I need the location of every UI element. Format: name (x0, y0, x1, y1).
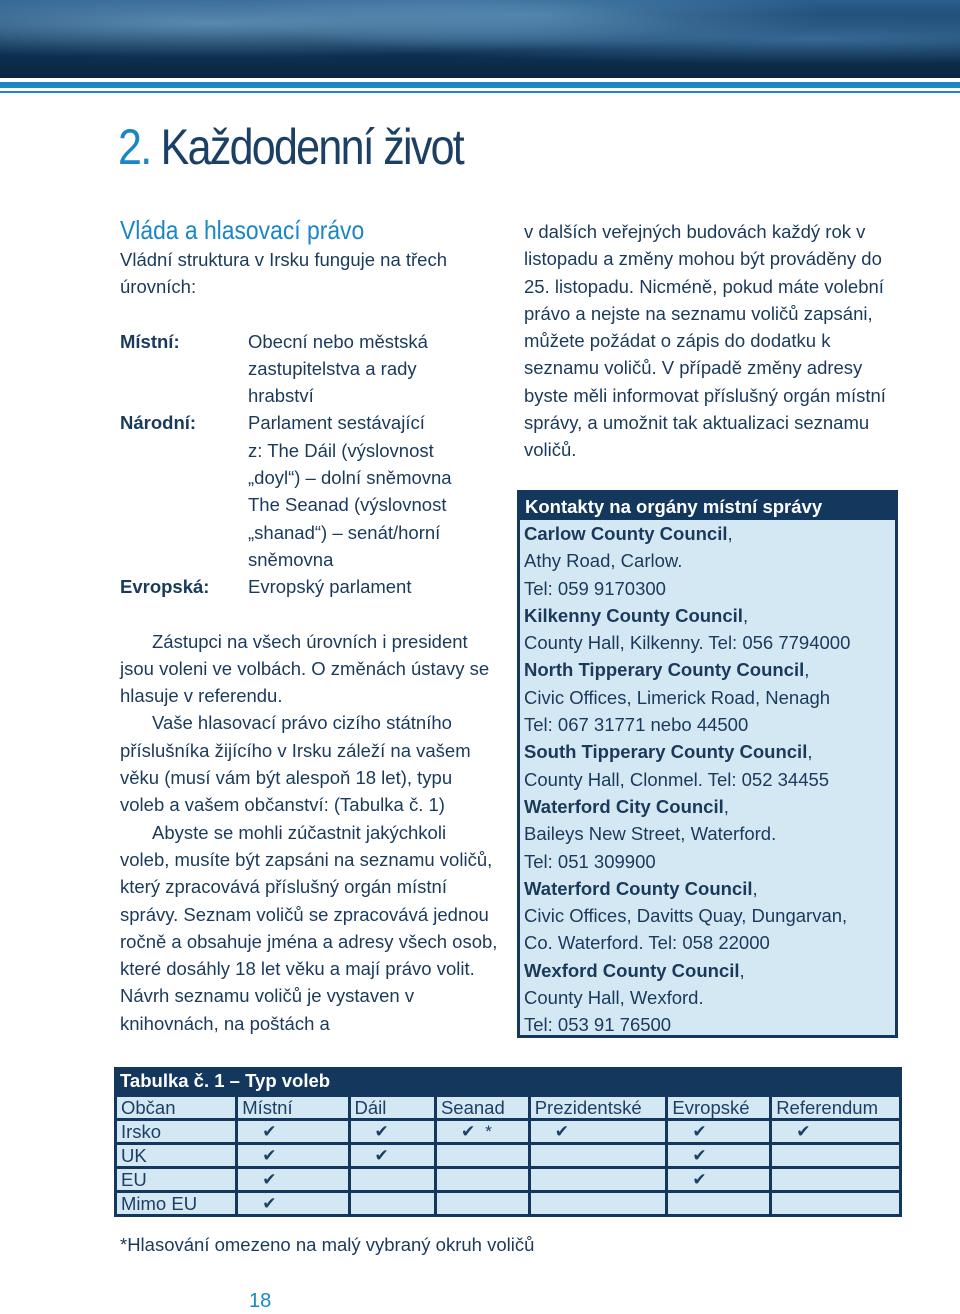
table-cell (237, 1120, 349, 1144)
table-title: Tabulka č. 1 – Typ voleb (114, 1067, 902, 1094)
level-row-national (120, 409, 500, 573)
government-levels (120, 328, 500, 601)
contact-council-name: Carlow County Council (524, 523, 728, 544)
header-rule-thick (0, 82, 960, 88)
checkmark-icon: ✔ (554, 1122, 569, 1141)
level-line: Parlament sestávající (248, 412, 425, 434)
contact-council-name: Waterford City Council (524, 795, 724, 817)
level-line: Evropský parlament (248, 576, 412, 598)
table-cell (237, 1168, 349, 1192)
column-header: Dáil (349, 1096, 435, 1120)
header-photo-banner (0, 0, 960, 78)
right-column (524, 218, 904, 464)
row-label: Irsko (116, 1120, 237, 1144)
table-row (116, 1168, 901, 1192)
level-description (248, 409, 500, 573)
column-header: Místní (237, 1096, 349, 1120)
contact-name-line: Waterford County Council, (524, 877, 758, 899)
checkmark-icon: ✔ (374, 1146, 389, 1165)
table-row (116, 1144, 901, 1168)
level-line: zastupitelstva a rady (248, 357, 417, 379)
contact-detail-line: Baileys New Street, Waterford. (524, 823, 777, 845)
table-cell (771, 1120, 901, 1144)
contact-detail-line: County Hall, Wexford. (524, 987, 704, 1009)
chapter-title (118, 118, 463, 176)
contact-name-line: Kilkenny County Council, (524, 604, 749, 626)
table-cell (237, 1192, 349, 1216)
contact-detail-line: Tel: 067 31771 nebo 44500 (524, 714, 749, 736)
level-line: „doyl“) – dolní sněmovna (248, 467, 452, 489)
checkmark-icon: ✔ (460, 1122, 476, 1141)
contact-name-line: Carlow County Council, (524, 523, 733, 544)
level-line: The Seanad (výslovnost (248, 494, 447, 516)
paragraph-continuation: v dalších veřejných budovách každý rok v listopadu a změny mohou být prováděny do 25. listopadu. Nicméně, pokud máte volební právo a nejste na seznamu voličů zapsáni, můžete požádat o zápis do dodatku k seznamu voličů. V případě změny adresy byste měli informovat příslušný orgán místní správy, a umožnit tak aktualizaci seznamu voličů. (524, 221, 886, 461)
level-description (248, 573, 500, 600)
paragraph: Vaše hlasovací právo cizího státního příslušníka žijícího v Irsku záleží na vašem věku (musí vám být alespoň 18 let), typu voleb a vašem občanství: (Tabulka č. 1) (120, 712, 471, 816)
checkmark-icon: ✔ (262, 1146, 277, 1165)
table-cell (349, 1192, 435, 1216)
contact-council-name: South Tipperary County Council (524, 741, 808, 763)
table-cell (667, 1120, 771, 1144)
contact-detail-line: Tel: 059 9170300 (524, 577, 666, 599)
contact-name-line: North Tipperary County Council, (524, 659, 810, 681)
contact-council-name: North Tipperary County Council (524, 659, 805, 681)
level-row-local (120, 328, 500, 410)
table-row (116, 1192, 901, 1216)
contacts-list (520, 520, 895, 1039)
checkmark-icon: ✔ (262, 1170, 277, 1189)
table-cell (349, 1144, 435, 1168)
checkmark-icon: ✔ (262, 1122, 277, 1141)
contact-name-line: Wexford County Council, (524, 959, 745, 981)
table-footnote: *Hlasování omezeno na malý vybraný okruh voličů (120, 1234, 535, 1255)
chapter-number: 2. (118, 119, 151, 175)
contact-detail-line: Civic Offices, Davitts Quay, Dungarvan, (524, 905, 848, 927)
table-header (116, 1096, 901, 1120)
level-description (248, 328, 500, 410)
column-header: Seanad (435, 1096, 529, 1120)
table-cell (435, 1168, 529, 1192)
contact-name-line: Waterford City Council, (524, 795, 729, 817)
left-column (120, 214, 500, 1037)
table-cell (349, 1120, 435, 1144)
row-label: UK (116, 1144, 237, 1168)
intro-text: Vládní struktura v Irsku funguje na třech úrovních: (120, 249, 448, 298)
election-types-table (114, 1067, 902, 1217)
column-header: Referendum (771, 1096, 901, 1120)
level-label: Místní: (120, 330, 180, 352)
column-header: Evropské (667, 1096, 771, 1120)
table-grid (114, 1094, 902, 1217)
contacts-heading: Kontakty na orgány místní správy (520, 493, 895, 520)
contact-council-name: Kilkenny County Council (524, 604, 743, 626)
table-cell (771, 1144, 901, 1168)
table-cell (667, 1168, 771, 1192)
contact-detail-line: Tel: 053 91 76500 (524, 1014, 672, 1036)
level-line: „shanad“) – senát/horní (248, 521, 441, 543)
table-cell (771, 1192, 901, 1216)
table-cell (237, 1144, 349, 1168)
contact-detail-line: County Hall, Kilkenny. Tel: 056 7794000 (524, 632, 851, 654)
contact-name-line: South Tipperary County Council, (524, 741, 813, 763)
table-cell (529, 1192, 667, 1216)
level-row-european (120, 573, 500, 600)
paragraph: Abyste se mohli zúčastnit jakýchkoli voleb, musíte být zapsáni na seznamu voličů, který zpracovává příslušný orgán místní správy. Seznam voličů se zpracovává jednou ročně a obsahuje jména a adresy všech osob, které dosáhly 18 let věku a mají právo volit. Návrh seznamu voličů je vystaven v knihovnách, na poštách a (120, 821, 498, 1034)
table-cell (435, 1192, 529, 1216)
table-row (116, 1120, 901, 1144)
checkmark-icon: ✔ (692, 1146, 707, 1165)
table-cell (667, 1144, 771, 1168)
table-cell (349, 1168, 435, 1192)
header-rule-thin (0, 91, 960, 93)
level-line: Obecní nebo městská (248, 330, 428, 352)
level-line: hrabství (248, 385, 314, 407)
level-line: z: The Dáil (výslovnost (248, 439, 434, 461)
checkmark-icon: ✔ (692, 1122, 707, 1141)
checkmark-icon: ✔ (374, 1122, 389, 1141)
body-text (120, 628, 500, 1037)
row-label: Mimo EU (116, 1192, 237, 1216)
checkmark-icon: ✔ (796, 1122, 811, 1141)
checkmark-icon: ✔ (692, 1170, 707, 1189)
level-label: Evropská: (120, 576, 210, 598)
table-cell (435, 1120, 529, 1144)
table-cell (529, 1168, 667, 1192)
column-header: Prezidentské (529, 1096, 667, 1120)
table-cell (529, 1144, 667, 1168)
contact-detail-line: Civic Offices, Limerick Road, Nenagh (524, 686, 831, 708)
chapter-title-text: Každodenní život (160, 119, 464, 175)
contact-detail-line: County Hall, Clonmel. Tel: 052 34455 (524, 768, 830, 790)
table-cell (529, 1120, 667, 1144)
paragraph: Zástupci na všech úrovních i president jsou voleni ve volbách. O změnách ústavy se hlasuje v referendu. (120, 630, 490, 707)
table-body (116, 1120, 901, 1216)
contact-council-name: Waterford County Council (524, 877, 753, 899)
contact-detail-line: Co. Waterford. Tel: 058 22000 (524, 932, 770, 954)
table-header-row (116, 1096, 901, 1120)
contacts-box (517, 490, 898, 1038)
table-cell (435, 1144, 529, 1168)
column-header: Občan (116, 1096, 237, 1120)
checkmark-icon: ✔ (262, 1194, 277, 1213)
section-heading: Vláda a hlasovací právo (120, 215, 365, 245)
level-label: Národní: (120, 412, 197, 434)
contact-detail-line: Tel: 051 309900 (524, 850, 656, 872)
footnote-marker: * (485, 1122, 492, 1141)
page-number: 18 (249, 1290, 272, 1312)
table-cell (771, 1168, 901, 1192)
level-line: sněmovna (248, 548, 334, 570)
row-label: EU (116, 1168, 237, 1192)
table-cell (667, 1192, 771, 1216)
contact-detail-line: Athy Road, Carlow. (524, 550, 683, 572)
contact-council-name: Wexford County Council (524, 959, 740, 981)
